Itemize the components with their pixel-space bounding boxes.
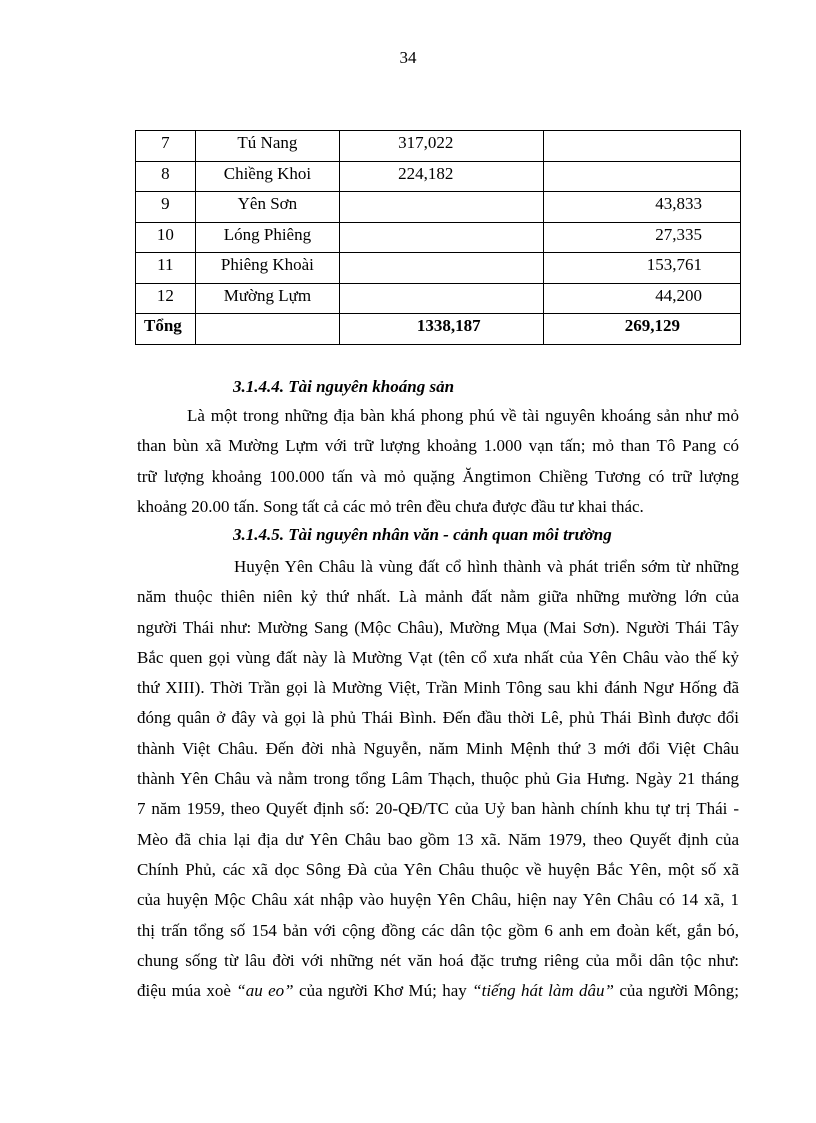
section-heading-3145: 3.1.4.5. Tài nguyên nhân văn - cảnh quan môi trường	[233, 525, 612, 544]
value-col3	[340, 283, 543, 314]
paragraph-line: Là một trong những địa bàn khá phong phú về tài nguyên khoáng sản như mỏ	[187, 406, 739, 425]
row-number: 11	[136, 253, 196, 284]
table-row	[136, 192, 741, 223]
value-col4: 27,335	[543, 222, 740, 253]
commune-name: Tú Nang	[195, 131, 339, 162]
table-row	[136, 161, 741, 192]
paragraph-line: than bùn xã Mường Lựm với trữ lượng khoảng 1.000 vạn tấn; mỏ than Tô Pang có	[137, 436, 739, 456]
table-row	[136, 222, 741, 253]
value-col3: 317,022	[340, 131, 543, 162]
paragraph-line-last	[137, 976, 739, 1006]
total-col4: 269,129	[543, 314, 740, 345]
value-col3	[340, 253, 543, 284]
row-number: 8	[136, 161, 196, 192]
paragraph-line: của huyện Mộc Châu xát nhập vào huyện Yên Châu, hiện nay Yên Châu có 14 xã, 1	[137, 890, 739, 910]
value-col4	[543, 131, 740, 162]
quote-au-eo: “au eo”	[236, 981, 294, 1001]
paragraph-line: trữ lượng khoảng 100.000 tấn và mỏ quặng Ăngtimon Chiềng Tương có trữ lượng	[137, 466, 739, 486]
table-row	[136, 283, 741, 314]
row-number: 12	[136, 283, 196, 314]
text-segment: điệu múa xoè	[137, 981, 237, 1001]
value-col3	[340, 192, 543, 223]
value-col3	[340, 222, 543, 253]
commune-name: Yên Sơn	[195, 192, 339, 223]
paragraph-line: năm thuộc thiên niên kỷ thứ nhất. Là mảnh đất nằm giữa những mường lớn của	[137, 587, 739, 607]
paragraph-line: Chính Phủ, các xã dọc Sông Đà của Yên Châu thuộc về huyện Bắc Yên, một số xã	[137, 859, 739, 879]
paragraph-line: thứ XIII). Thời Trần gọi là Mường Việt, Trần Minh Tông sau khi đánh Ngư Hống đã	[137, 678, 739, 698]
paragraph-line: chung sống từ lâu đời với những nét văn hoá đặc trưng riêng của mỗi dân tộc như:	[137, 950, 739, 970]
total-name	[195, 314, 339, 345]
value-col4	[543, 161, 740, 192]
paragraph-line: Huyện Yên Châu là vùng đất cổ hình thành và phát triển sớm từ những	[234, 557, 739, 576]
section-paragraph-3144	[137, 401, 739, 522]
paragraph-line: người Thái như: Mường Sang (Mộc Châu), Mường Mụa (Mai Sơn). Người Thái Tây	[137, 617, 739, 637]
value-col4: 44,200	[543, 283, 740, 314]
total-label: Tổng	[136, 314, 196, 345]
paragraph-line: thành Việt Châu. Đến đời nhà Nguyễn, năm Minh Mệnh thứ 3 mới đổi Việt Châu	[137, 738, 739, 758]
value-col4: 43,833	[543, 192, 740, 223]
commune-name: Chiềng Khoi	[195, 161, 339, 192]
paragraph-line: Bắc quen gọi vùng đất này là Mường Vạt (tên cổ xưa nhất của Yên Châu vào thế kỷ	[137, 647, 739, 667]
paragraph-line: 7 năm 1959, theo Quyết định số: 20-QĐ/TC của Uỷ ban hành chính khu tự trị Thái -	[137, 799, 739, 819]
row-number: 10	[136, 222, 196, 253]
commune-data-table	[135, 130, 741, 345]
paragraph-line: thành Yên Châu và nằm trong tổng Lâm Thạch, thuộc phủ Gia Hưng. Ngày 21 tháng	[137, 769, 739, 789]
quote-tieng-hat-lam-dau: “tiếng hát làm dâu”	[472, 981, 614, 1001]
value-col4: 153,761	[543, 253, 740, 284]
section-heading-3144: 3.1.4.4. Tài nguyên khoáng sản	[233, 377, 455, 396]
section-paragraph-3145	[137, 552, 739, 1006]
paragraph-line: khoảng 20.00 tấn. Song tất cả các mỏ trên đều chưa được đầu tư khai thác.	[137, 496, 644, 516]
table-total-row	[136, 314, 741, 345]
table-body	[136, 131, 741, 345]
commune-name: Phiêng Khoài	[195, 253, 339, 284]
row-number: 7	[136, 131, 196, 162]
commune-name: Lóng Phiêng	[195, 222, 339, 253]
page-number: 34	[399, 48, 417, 67]
text-segment: của người Mông;	[613, 981, 740, 1001]
table-row	[136, 131, 741, 162]
commune-name: Mường Lựm	[195, 283, 339, 314]
value-col3: 224,182	[340, 161, 543, 192]
paragraph-line: đóng quân ở đây và gọi là phủ Thái Bình. Đến đầu thời Lê, phủ Thái Bình được đổi	[137, 708, 739, 728]
table-row	[136, 253, 741, 284]
total-col3: 1338,187	[340, 314, 543, 345]
paragraph-line: Mèo đã chia lại địa dư Yên Châu bao gồm 13 xã. Năm 1979, theo Quyết định của	[137, 829, 739, 849]
row-number: 9	[136, 192, 196, 223]
text-segment: của người Khơ Mú; hay	[293, 981, 473, 1001]
paragraph-line: thị trấn tổng số 154 bản với cộng đồng các dân tộc gồm 6 anh em đoàn kết, gắn bó,	[137, 920, 739, 940]
